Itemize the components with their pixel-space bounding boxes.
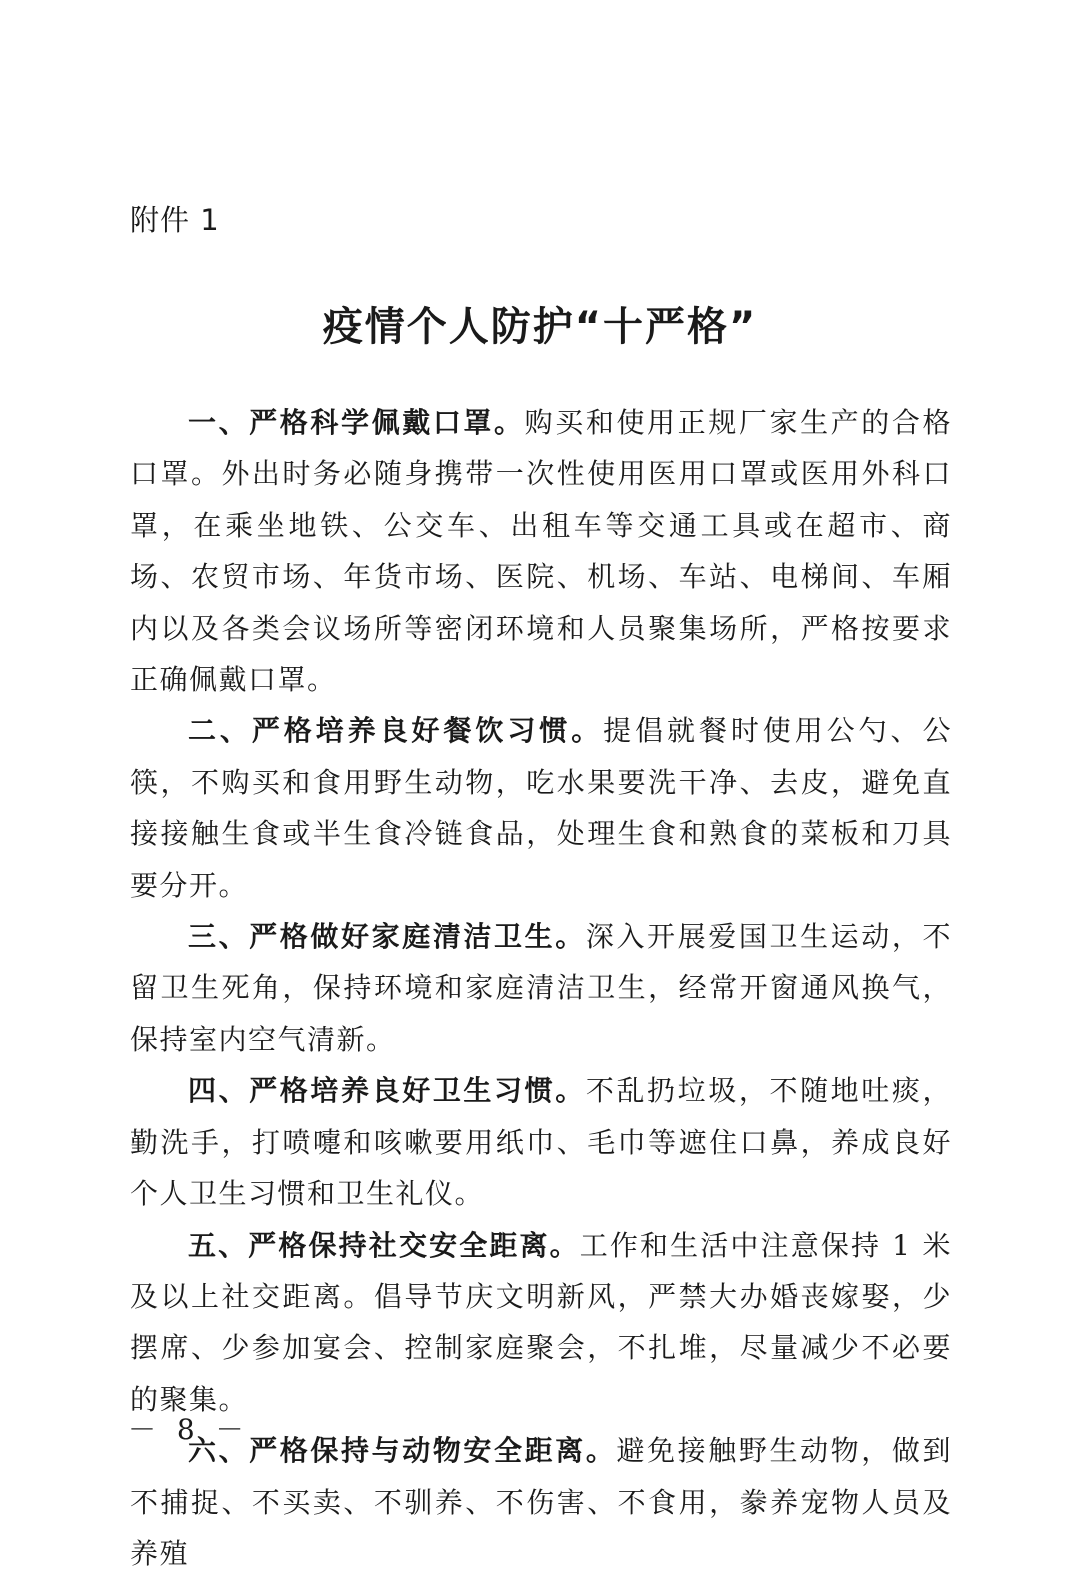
section-4 xyxy=(130,1065,952,1219)
document-title: 疫情个人防护“十严格” xyxy=(322,304,758,350)
document-body xyxy=(130,397,952,1579)
section-heading: 六、严格保持与动物安全距离。 xyxy=(188,1434,617,1468)
section-6 xyxy=(130,1425,952,1579)
page-number: － 8 － xyxy=(128,1413,250,1446)
section-2 xyxy=(130,705,952,911)
section-text: 深入开展爱国卫生运动，不留卫生死角，保持环境和家庭清洁卫生，经常开窗通风换气，保持室内空气清新。 xyxy=(130,920,952,1056)
section-text: 不乱扔垃圾，不随地吐痰，勤洗手，打喷嚏和咳嗽要用纸巾、毛巾等遮住口鼻，养成良好个人卫生习惯和卫生礼仪。 xyxy=(130,1074,952,1211)
attachment-label: 附件 1 xyxy=(130,203,220,237)
section-text: 购买和使用正规厂家生产的合格口罩。外出时务必随身携带一次性使用医用口罩或医用外科口罩，在乘坐地铁、公交车、出租车等交通工具或在超市、商场、农贸市场、年货市场、医院、机场、车站、电梯间、车厢内以及各类会议场所等密闭环境和人员聚集场所，严格按要求正确佩戴口罩。 xyxy=(130,406,952,697)
section-heading: 二、严格培养良好餐饮习惯。 xyxy=(188,714,604,748)
section-heading: 三、严格做好家庭清洁卫生。 xyxy=(188,920,586,954)
section-5 xyxy=(130,1220,952,1426)
section-heading: 五、严格保持社交安全距离。 xyxy=(188,1228,580,1262)
section-3 xyxy=(130,911,952,1065)
section-text: 工作和生活中注意保持 1 米及以上社交距离。倡导节庆文明新风，严禁大办婚丧嫁娶，少摆席、少参加宴会、控制家庭聚会，不扎堆，尽量减少不必要的聚集。 xyxy=(130,1228,952,1416)
section-text: 提倡就餐时使用公勺、公筷，不购买和食用野生动物，吃水果要洗干净、去皮，避免直接接触生食或半生食冷链食品，处理生食和熟食的菜板和刀具要分开。 xyxy=(130,714,952,902)
section-1 xyxy=(130,397,952,705)
section-heading: 一、严格科学佩戴口罩。 xyxy=(188,406,525,439)
section-text: 避免接触野生动物，做到不捕捉、不买卖、不驯养、不伤害、不食用，豢养宠物人员及养殖 xyxy=(130,1434,952,1570)
section-heading: 四、严格培养良好卫生习惯。 xyxy=(188,1074,586,1108)
